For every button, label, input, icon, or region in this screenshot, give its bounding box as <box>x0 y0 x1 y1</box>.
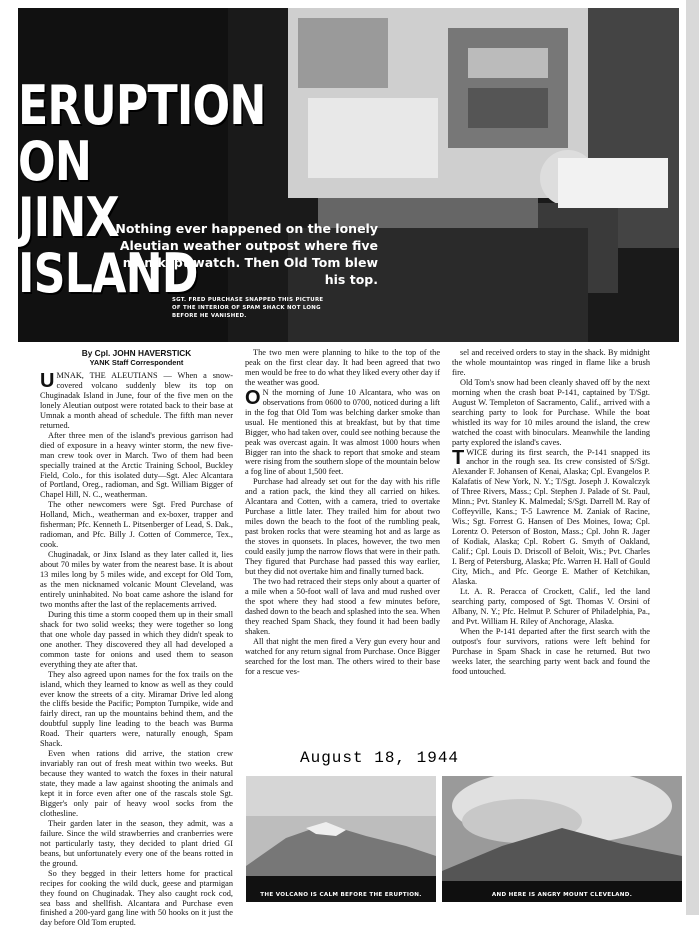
photo-caption: AND HERE IS ANGRY MOUNT CLEVELAND. <box>491 892 633 898</box>
paragraph: They also agreed upon names for the fox trails on the island, which they learned to know as well as they could ever know the streets of a city. Miramar Drive led along the cliffs beside the Pacific; Pompton Turnpike, wide and fairly direct, ran up the mountains behind them, and the doubtful supply line leading to the beach was Burma Road. Their quarters were, naturally enough, Spam Shack. <box>40 669 233 749</box>
column-3 <box>452 348 650 676</box>
drop-cap: U <box>40 370 55 392</box>
column-2 <box>245 348 440 676</box>
paragraph: The two had retraced their steps only about a quarter of a mile when a 50-foot wall of lava and mud rushed over the spot where they had stood a few minutes before, dashed down to the beach and splashed into the sea. When they reached Spam Shack, they found it had been badly shaken. <box>245 576 440 636</box>
drop-cap: T <box>452 446 465 469</box>
paragraph: The two men were planning to hike to the top of the peak on the first clear day. It had been agreed that two men would be free to do what they liked every other day if the weather was good. <box>245 348 440 387</box>
byline: By Cpl. JOHN HAVERSTICK <box>81 348 192 358</box>
photo-caption: THE VOLCANO IS CALM BEFORE THE ERUPTION. <box>260 892 422 898</box>
paragraph: UMNAK, THE ALEUTIANS — When a snow-covered volcano suddenly blew its top on Chuginadak Island in June, four of the five men on the lonely Aleutian outpost were rotated back to their base at Umnak a month ahead of schedule. The fifth man never returned. <box>40 370 233 430</box>
paragraph: O N the morning of June 10 Alcantara, who was on observations from 0600 to 0700, noticed during a lift in the fog that Old Tom was belching darker smoke than usual. He mentioned this at breakfast, but by that time Bigger, who had taken over, could see nothing because the peak was overcast again. It was almost 1000 hours when Bigger ran into the shack to report that smoke and steam were rising from the southern slope of the mountain below a fog line of about 1,500 feet. <box>245 386 440 477</box>
column-1 <box>40 348 233 928</box>
article-deck: Nothing ever happened on the lonely Aleutian weather outpost where five men kept watch. Then Old Tom blew his top. <box>115 221 378 287</box>
paragraph: During this time a storm cooped them up in their small shack for two solid weeks; they were together so long that one whole day passed in which they didn't speak to one another. They discovered they all had developed a common taste for onions and used them to season everything they ate after that. <box>40 609 233 669</box>
paragraph: Even when rations did arrive, the station crew invariably ran out of fresh meat within two weeks. But because they wanted to watch the foxes in their natural state, they made a law against shooting the animals and kept it in force even after one of the rascals stole Sgt. Bigger's only pair of heavy wool socks from the clothesline. <box>40 749 233 818</box>
paragraph: Chuginadak, or Jinx Island as they later called it, lies about 70 miles by water from the nearest base. It is about 13 miles long by 5 miles wide, and except for Old Tom, as the men nicknamed volcanic Mount Cleveland, was entirely uninhabited. No boat came ashore the island for two months after the last of the replacements arrived. <box>40 550 233 609</box>
date-stamp: August 18, 1944 <box>300 749 460 767</box>
paragraph: All that night the men fired a Very gun every hour and watched for any return signal from Purchase. Once Bigger searched for the lost man. The others wired to their base for a rescue ves- <box>245 636 440 676</box>
volcano-erupting-image <box>442 776 682 902</box>
paragraph: Purchase had already set out for the day with his rifle and a ration pack, the kind they all carried on hikes. Alcantara and Cotten, with a camera, tried to overtake Purchase a little later. They trailed him for about two miles down the beach to the foot of the rumbling peak, past broken rocks that were steaming hot and as large as the stoves in quonsets. In places, however, the two men could easily jump the narrow flows that were in their path. They figured that Purchase had passed this way earlier, but they did not overtake him and finally turned back. <box>245 477 440 576</box>
photo-caption: SGT. FRED PURCHASE SNAPPED THIS PICTURE OF THE INTERIOR OF SPAM SHACK NOT LONG BEFORE HE VANISHED. <box>172 297 324 319</box>
byline-role: YANK Staff Correspondent <box>89 358 184 367</box>
paragraph: The other newcomers were Sgt. Fred Purchase of Holland, Mich., weatherman and ex-boxer, trapper and fisherman; Pfc. Kenneth L. Pitsenberger of Lead, S. Dak., radioman, and Pfc. Billy J. Cotten of Commerce, Tex., cook. <box>40 500 233 550</box>
paragraph: After three men of the island's previous garrison had died of exposure in a heavy winter storm, the new five-man crew took over in March. Two of them had been specially trained at the Arctic Training School, Buckley Field, Colo., for this isolated duty—Sgt. Alec Alcantara of Portland, Oreg., radioman, and Sgt. William Bigger of Chapel Hill, N. C., weatherman. <box>40 430 233 500</box>
paragraph: So they begged in their letters home for practical recipes for cooking the wild duck, geese and ptarmigan they found on Chuginadak. They also caught rock cod, sea bass and shellfish. Alcantara and Purchase even finished a 200-yard gang line with 50 hooks on it just the day before Old Tom erupted. <box>40 868 233 928</box>
paragraph: Old Tom's snow had been cleanly shaved off by the next morning when the crash boat P-141, captained by T/Sgt. August W. Templeton of Sacramento, Calif., arrived with a searching party to look for Purchase. While the boat whistled its way for 10 miles around the island, the crew watched the coast with binoculars. Meanwhile the landing party explored the island's caves. <box>452 377 650 447</box>
paragraph: sel and received orders to stay in the shack. By midnight the whole mountaintop was ringed in flame like a brush fire. <box>452 348 650 377</box>
paragraph: TWICE during its first search, the P-141 snapped its anchor in the rough sea. Its crew consisted of S/Sgt. Alexander F. Johansen of Kenai, Alaska; Cpl. Evangelos P. Kalafatis of New York, N. Y.; T/Sgt. Joseph J. Kowalczyk of Three Rivers, Mass.; Cpl. Stephen J. Palade of St. Paul, Minn.; Pvt. Stanley K. Malmedal; S/Sgt. Darrell M. Ray of Coffeyville, Kans.; T-5 Lawrence M. Zaniak of Racine, Wis.; Sgt. Forrest G. Hansen of Des Moines, Iowa; Cpl. Lorentz O. Peterson of Boston, Mass.; Cpl. John R. Jager of Kodiak, Alaska; Cpl. Robert G. Smyth of Oakland, Calif.; Cpl. Louis D. Driscoll of Beloit, Wis.; Pvt. Charles I. Berg of Petersburg, Alaska; Pfc. Warren H. Hall of Gould City, Mich., and Pfc. George E. Mather of Ketchikan, Alaska. <box>452 446 650 586</box>
page-edge <box>686 0 699 915</box>
paragraph: When the P-141 departed after the first search with the outpost's four survivors, rations were left behind for Purchase in Spam Shack in case he returned. But two weeks later, the searching party went back and found the food untouched. <box>452 626 650 676</box>
hero-photo-band <box>18 8 679 342</box>
paragraph: Lt. A. R. Peracca of Crockett, Calif., led the land searching party, composed of Sgt. Thomas V. Orsini of Albany, N. Y.; Pfc. Helmut P. Schurer of Philadelphia, Pa., and Pvt. William H. Riley of Anchorage, Alaska. <box>452 586 650 626</box>
paragraph: Their garden later in the season, they admit, was a failure. Since the wild strawberries and cranberries were not particularly tasty, they decided to plant dried GI beans, but unfortunately every one of the beans rotted in the ground. <box>40 818 233 868</box>
volcano-erupting-photo <box>442 776 682 902</box>
title-line-2: JINX ISLAND <box>18 186 198 305</box>
shack-interior-photo <box>228 8 679 342</box>
volcano-calm-image <box>246 776 436 902</box>
volcano-calm-photo <box>246 776 436 902</box>
title-line-1: ERUPTION ON <box>18 74 266 193</box>
drop-cap: O <box>245 386 261 409</box>
